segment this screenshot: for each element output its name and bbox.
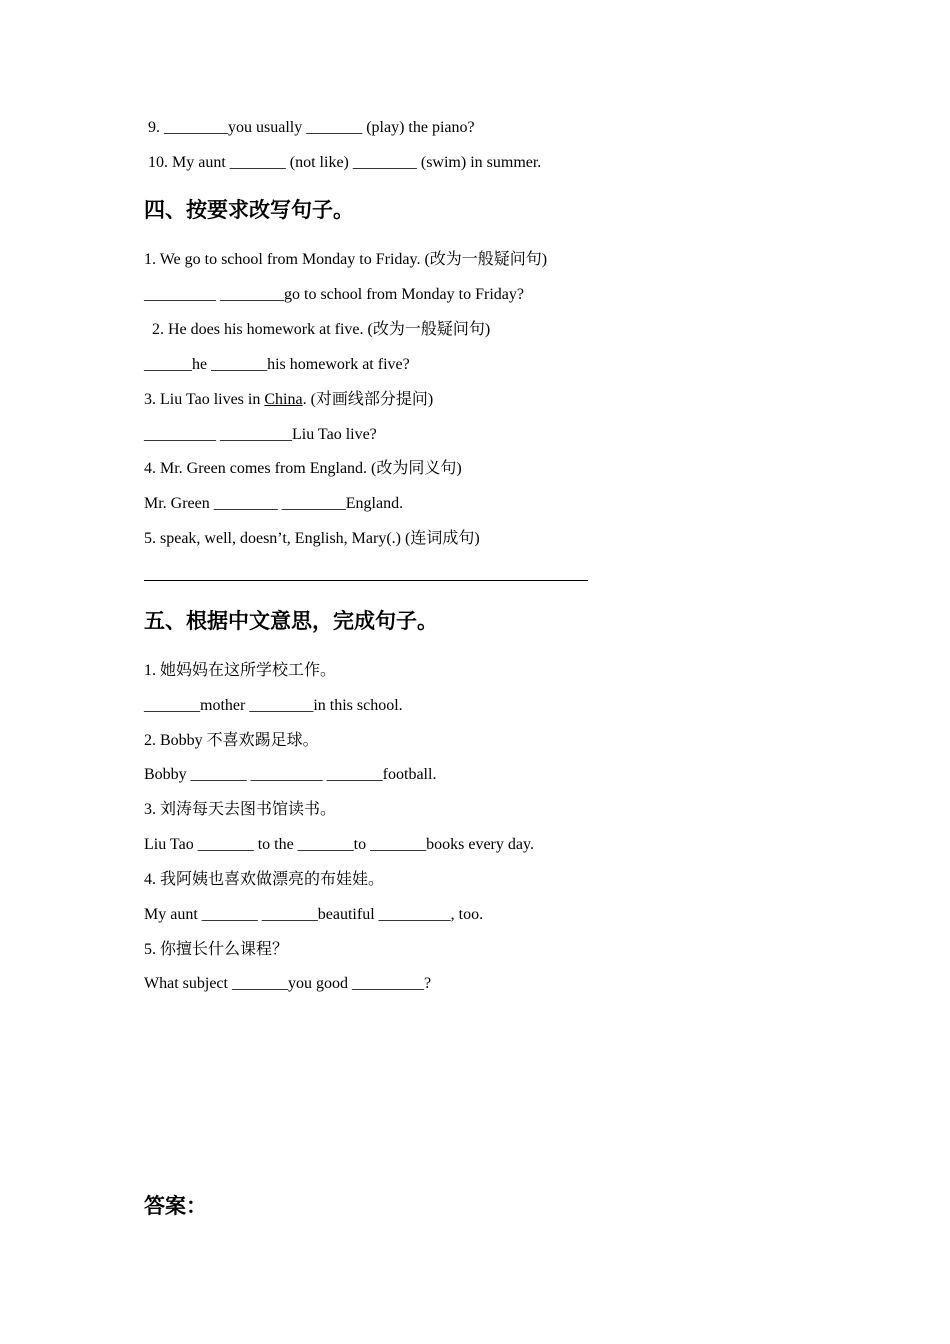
s4-q1-prompt: 1. We go to school from Monday to Friday. (改为一般疑问句) bbox=[144, 251, 548, 268]
s4-q3-answer-line: _________ _________Liu Tao live? bbox=[144, 426, 377, 443]
s4-q5-prompt: 5. speak, well, doesn’t, English, Mary(.) (连词成句) bbox=[144, 530, 480, 547]
s5-q2-answer-line: Bobby _______ _________ _______football. bbox=[144, 766, 437, 783]
section-5-heading: 五、根据中文意思，完成句子。 bbox=[144, 609, 438, 633]
s4-q3-prompt-before: 3. Liu Tao lives in bbox=[144, 391, 265, 408]
s5-q5-prompt: 5. 你擅长什么课程？ bbox=[144, 941, 289, 958]
s4-q3-underlined-word: China bbox=[264, 391, 303, 408]
s5-q5-answer-line: What subject _______you good _________? bbox=[144, 975, 432, 992]
s5-q1-answer-line: _______mother ________in this school. bbox=[144, 697, 403, 714]
section-4-heading: 四、按要求改写句子。 bbox=[144, 198, 354, 222]
s4-q5-answer-rule bbox=[144, 580, 588, 581]
s5-q3-prompt: 3. 刘涛每天去图书馆读书。 bbox=[144, 801, 337, 818]
s4-q1-answer-line: _________ ________go to school from Monday to Friday? bbox=[144, 286, 524, 303]
question-10: 10. My aunt _______ (not like) ________ (swim) in summer. bbox=[148, 154, 542, 171]
question-9: 9. ________you usually _______ (play) the piano? bbox=[148, 119, 475, 136]
s5-q4-prompt: 4. 我阿姨也喜欢做漂亮的布娃娃。 bbox=[144, 871, 385, 888]
s4-q3-prompt bbox=[144, 390, 433, 410]
s4-q4-answer-line: Mr. Green ________ ________England. bbox=[144, 495, 404, 512]
s5-q2-prompt: 2. Bobby 不喜欢踢足球。 bbox=[144, 732, 319, 749]
s5-q3-answer-line: Liu Tao _______ to the _______to _______books every day. bbox=[144, 836, 534, 853]
s4-q2-answer-line: ______he _______his homework at five? bbox=[144, 356, 410, 373]
answers-heading: 答案： bbox=[144, 1194, 207, 1218]
s5-q4-answer-line: My aunt _______ _______beautiful _________, too. bbox=[144, 906, 484, 923]
s4-q3-prompt-after: . (对画线部分提问) bbox=[302, 391, 434, 408]
s4-q2-prompt: 2. He does his homework at five. (改为一般疑问句) bbox=[152, 321, 491, 338]
s5-q1-prompt: 1. 她妈妈在这所学校工作。 bbox=[144, 662, 337, 679]
s4-q4-prompt: 4. Mr. Green comes from England. (改为同义句) bbox=[144, 460, 462, 477]
